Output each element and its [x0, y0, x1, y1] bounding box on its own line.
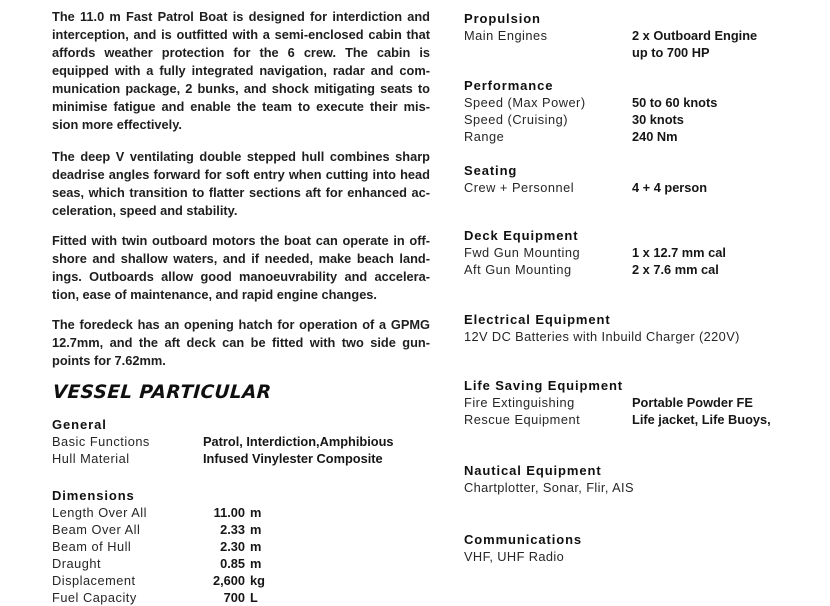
paragraph-line: ings. Outboards allow good manoeuvrability and accelera-: [52, 269, 430, 284]
dimension-number: 11.00: [213, 505, 245, 520]
paragraph-line: affords weather protection for the 6 crew. The cabin is: [52, 45, 430, 60]
spec-label: Length Over All: [52, 505, 147, 520]
spec-row: [464, 94, 808, 111]
dimension-unit: kg: [250, 573, 265, 588]
section-electrical-equipment: [464, 311, 808, 345]
section-dimensions: [52, 487, 430, 606]
section-text: 12V DC Batteries with Inbuild Charger (220V): [464, 329, 740, 344]
spec-row: [52, 589, 430, 606]
dimension-unit: m: [250, 522, 262, 537]
section-general: [52, 416, 430, 467]
dimension-unit: m: [250, 505, 262, 520]
section-title: Seating: [464, 163, 518, 178]
paragraph-line: minimise fatigue and enable the team to execute their mis-: [52, 99, 430, 114]
section-communications: [464, 531, 808, 565]
section-title: Propulsion: [464, 11, 541, 26]
section-propulsion: [464, 10, 808, 61]
spec-value: 2 x 7.6 mm cal: [632, 262, 719, 277]
paragraph-line: equipped with a fully integrated navigation, radar and com-: [52, 63, 430, 78]
spec-row: [464, 411, 808, 428]
paragraph-line: deadrise angles forward for soft entry when cutting into head: [52, 167, 430, 182]
dimension-unit: m: [250, 539, 262, 554]
spec-value: 4 + 4 person: [632, 180, 708, 195]
spec-label: Crew + Personnel: [464, 180, 575, 195]
spec-label: Main Engines: [464, 28, 548, 43]
spec-row: [52, 521, 430, 538]
section-life-saving-equipment: [464, 377, 808, 428]
section-performance: [464, 77, 808, 145]
spec-label: Displacement: [52, 573, 136, 588]
spec-row: [52, 450, 430, 467]
dimension-number: 700: [223, 590, 245, 605]
spec-row: [464, 111, 808, 128]
spec-value: 50 to 60 knots: [632, 95, 718, 110]
spec-row: [52, 538, 430, 555]
paragraph-line: points for 7.62mm.: [52, 353, 166, 368]
motors-paragraph: [52, 232, 430, 304]
spec-row: [464, 394, 808, 411]
spec-value: [203, 589, 258, 606]
paragraph-line: The 11.0 m Fast Patrol Boat is designed for interdiction and: [52, 9, 430, 24]
spec-label: Beam Over All: [52, 522, 141, 537]
spec-row: [52, 555, 430, 572]
spec-row: [464, 128, 808, 145]
spec-row: [464, 261, 808, 278]
spec-label: Hull Material: [52, 451, 130, 466]
spec-row: [52, 572, 430, 589]
spec-label: Fuel Capacity: [52, 590, 137, 605]
section-deck-equipment: [464, 227, 808, 278]
vessel-particular-heading: VESSEL PARTICULAR: [52, 382, 273, 403]
hull-paragraph: [52, 148, 430, 220]
spec-value: [203, 521, 261, 538]
dimension-number: 2.33: [220, 522, 245, 537]
paragraph-line: shore and shallow waters, and if needed, make beach land-: [52, 251, 430, 266]
spec-value: [203, 538, 261, 555]
spec-label: Basic Functions: [52, 434, 150, 449]
section-title: Deck Equipment: [464, 228, 579, 243]
section-title: Life Saving Equipment: [464, 378, 624, 393]
section-title: General: [52, 417, 107, 432]
paragraph-line: seas, which transition to flatter sections aft for enhanced ac-: [52, 185, 430, 200]
spec-label: Speed (Max Power): [464, 95, 586, 110]
spec-value: Patrol, Interdiction,Amphibious: [203, 434, 394, 449]
spec-label: Rescue Equipment: [464, 412, 581, 427]
dimension-number: 2.30: [220, 539, 245, 554]
spec-label: Beam of Hull: [52, 539, 132, 554]
dimension-number: 2,600: [212, 573, 245, 588]
value-line: 2 x Outboard Engine: [632, 28, 758, 43]
paragraph-line: sion more effectively.: [52, 117, 182, 132]
section-nautical-equipment: [464, 462, 808, 496]
spec-label: Fwd Gun Mounting: [464, 245, 581, 260]
spec-row: [464, 179, 808, 196]
spec-row: [52, 504, 430, 521]
paragraph-line: 12.7mm, and the aft deck can be fitted with two side gun-: [52, 335, 430, 350]
paragraph-line: celeration, speed and stability.: [52, 203, 238, 218]
right-column: [464, 10, 808, 565]
intro-paragraph-1: [52, 8, 430, 134]
spec-value: Portable Powder FE: [632, 395, 753, 410]
spec-value: 30 knots: [632, 112, 684, 127]
left-column: [52, 8, 430, 606]
foredeck-paragraph: [52, 316, 430, 370]
spec-label: Speed (Cruising): [464, 112, 569, 127]
spec-value: [203, 572, 265, 589]
dimension-unit: m: [250, 556, 262, 571]
section-title: Communications: [464, 532, 583, 547]
spec-value: [632, 27, 757, 61]
paragraph-line: tion, ease of maintenance, and rapid engine changes.: [52, 287, 377, 302]
paragraph-line: munication package, 2 bunks, and shock mitigating seats to: [52, 81, 430, 96]
spec-label: Range: [464, 129, 505, 144]
section-seating: [464, 162, 808, 196]
paragraph-line: interception, and is outfitted with a semi-enclosed cabin that: [52, 27, 430, 42]
section-title: Nautical Equipment: [464, 463, 602, 478]
spec-label: Fire Extinguishing: [464, 395, 575, 410]
spec-value: Life jacket, Life Buoys,: [632, 412, 771, 427]
section-text: Chartplotter, Sonar, Flir, AIS: [464, 480, 634, 495]
section-text: VHF, UHF Radio: [464, 549, 565, 564]
value-line: up to 700 HP: [632, 45, 710, 60]
spec-value: [203, 555, 261, 572]
paragraph-line: The deep V ventilating double stepped hull combines sharp: [52, 149, 430, 164]
dimension-unit: L: [250, 590, 258, 605]
spec-value: [203, 504, 261, 521]
spec-row: [52, 433, 430, 450]
spec-value: Infused Vinylester Composite: [203, 451, 383, 466]
spec-label: Aft Gun Mounting: [464, 262, 572, 277]
spec-value: 1 x 12.7 mm cal: [632, 245, 726, 260]
paragraph-line: The foredeck has an opening hatch for operation of a GPMG: [52, 317, 430, 332]
spec-label: Draught: [52, 556, 102, 571]
section-title: Electrical Equipment: [464, 312, 611, 327]
dimension-number: 0.85: [220, 556, 245, 571]
paragraph-line: Fitted with twin outboard motors the boat can operate in off-: [52, 233, 430, 248]
section-title: Performance: [464, 78, 554, 93]
section-title: Dimensions: [52, 488, 135, 503]
spec-row: [464, 27, 808, 61]
spec-value: 240 Nm: [632, 129, 678, 144]
spec-row: [464, 244, 808, 261]
